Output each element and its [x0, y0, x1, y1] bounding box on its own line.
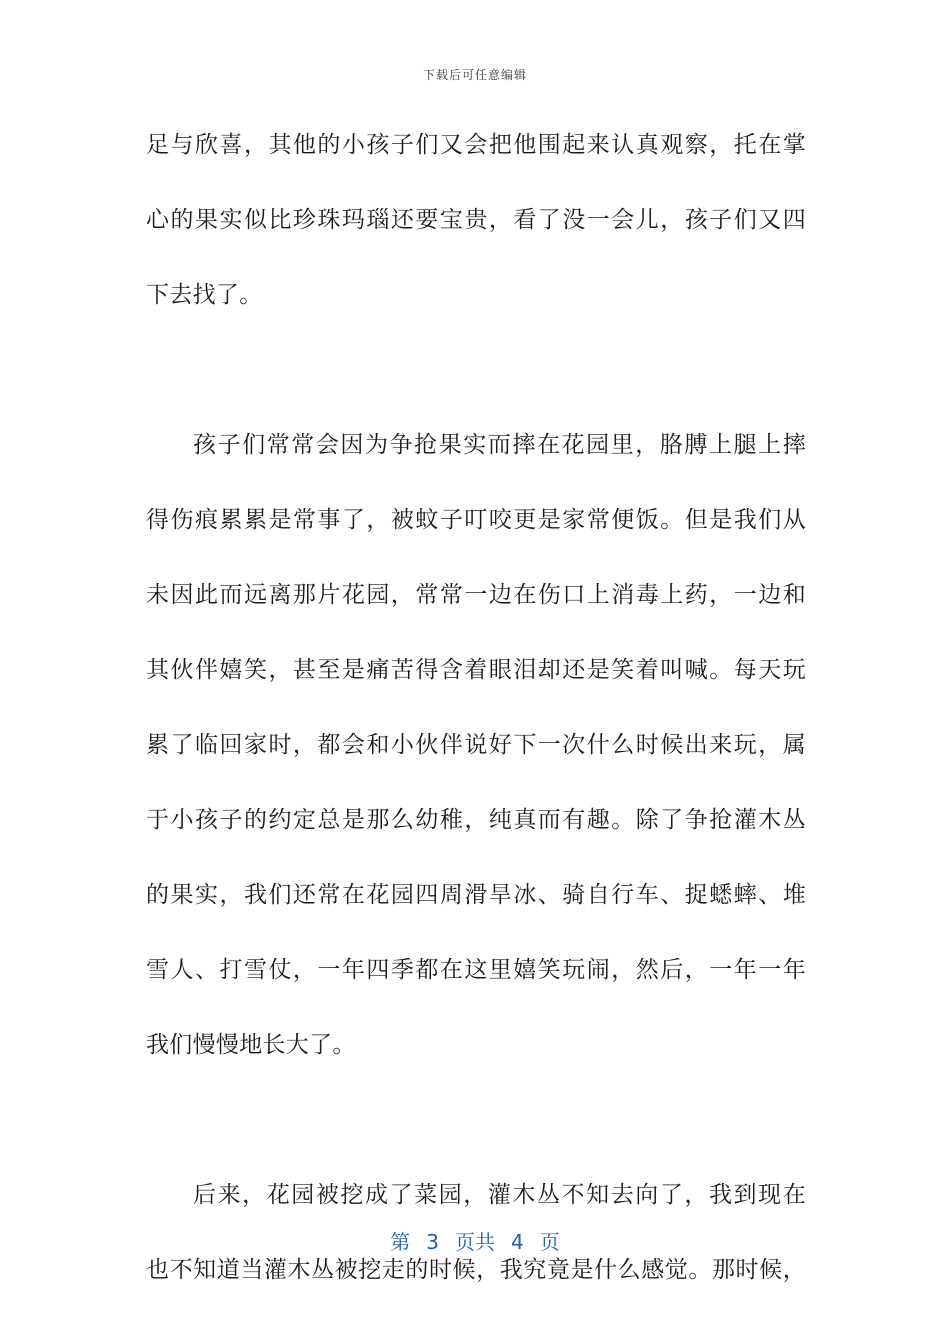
text-line: 的果实，我们还常在花园四周滑旱冰、骑自行车、捉蟋蟀、堆	[146, 882, 806, 908]
text-line: 后来，花园被挖成了菜园，灌木丛不知去向了，我到现在	[193, 1182, 806, 1208]
paragraph-spacer	[146, 1092, 806, 1167]
text-line: 未因此而远离那片花园，常常一边在伤口上消毒上药，一边和	[146, 582, 806, 608]
text-line: 于小孩子的约定总是那么幼稚，纯真而有趣。除了争抢灌木丛	[146, 807, 806, 833]
text-line: 我们慢慢地长大了。	[146, 1032, 356, 1058]
text-line: 下去找了。	[146, 282, 263, 308]
document-body	[146, 117, 806, 1317]
paragraph-spacer	[146, 342, 806, 417]
text-line: 得伤痕累累是常事了，被蚊子叮咬更是家常便饭。但是我们从	[146, 507, 806, 533]
footer-total-pages: 4	[511, 1230, 524, 1254]
footer-prefix: 第	[390, 1230, 411, 1254]
page-footer	[0, 1226, 950, 1255]
text-line: 其伙伴嬉笑，甚至是痛苦得含着眼泪却还是笑着叫喊。每天玩	[146, 657, 806, 683]
text-line: 累了临回家时，都会和小伙伴说好下一次什么时候出来玩，属	[146, 732, 806, 758]
footer-middle: 页共	[455, 1230, 495, 1254]
text-line: 心的果实似比珍珠玛瑙还要宝贵，看了没一会儿，孩子们又四	[146, 207, 806, 233]
page-header: 下载后可任意编辑	[422, 68, 527, 82]
text-line: 足与欣喜，其他的小孩子们又会把他围起来认真观察，托在掌	[146, 132, 806, 158]
text-line: 孩子们常常会因为争抢果实而摔在花园里，胳膊上腿上摔	[193, 432, 806, 458]
footer-current-page: 3	[426, 1230, 439, 1254]
text-line: 雪人、打雪仗，一年四季都在这里嬉笑玩闹，然后，一年一年	[146, 957, 806, 983]
text-line: 也不知道当灌木丛被挖走的时候，我究竟是什么感觉。那时候，	[146, 1257, 806, 1283]
footer-suffix: 页	[539, 1230, 560, 1254]
